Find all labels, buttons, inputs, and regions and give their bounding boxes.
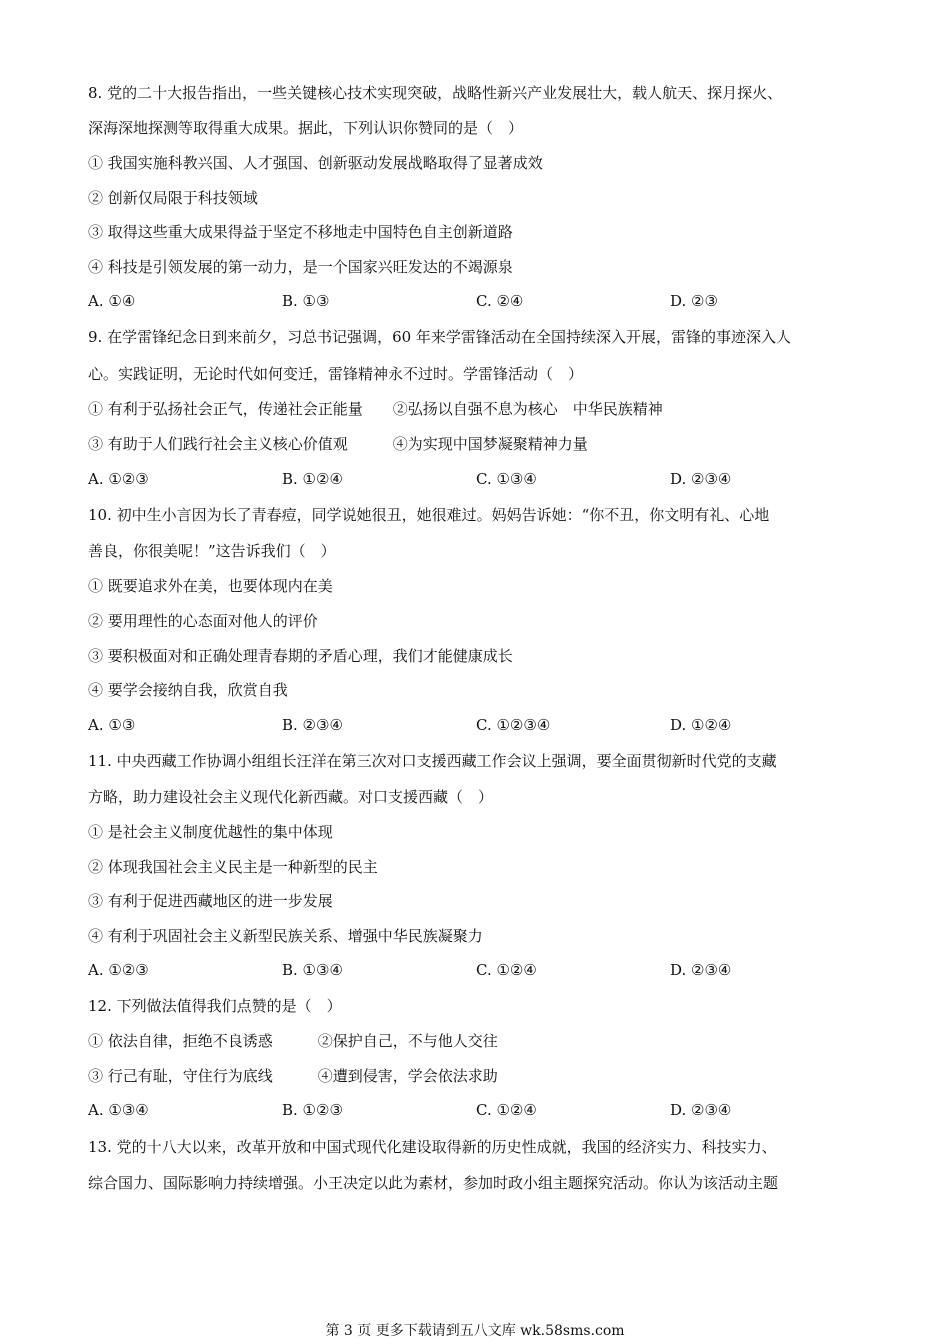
q11-statement-1: ① 是社会主义制度优越性的集中体现 xyxy=(88,823,333,841)
q8-stem-line-2: 深海深地探测等取得重大成果。据此，下列认识你赞同的是（ ） xyxy=(88,119,524,137)
q12-option-a: A. ①③④ xyxy=(88,1101,149,1119)
q9-option-a: A. ①②③ xyxy=(88,470,149,488)
q12-options xyxy=(88,1100,888,1120)
q11-statement-2: ② 体现我国社会主义民主是一种新型的民主 xyxy=(88,858,378,876)
q8-option-b: B. ①③ xyxy=(282,292,330,310)
q11-stem-line-2: 方略，助力建设社会主义现代化新西藏。对口支援西藏（ ） xyxy=(88,788,494,806)
q9-option-d: D. ②③④ xyxy=(670,470,732,488)
q12-option-c: C. ①②④ xyxy=(476,1101,537,1119)
q10-option-d: D. ①②④ xyxy=(670,716,732,734)
q11-stem-line-1: 11. 中央西藏工作协调小组组长汪洋在第三次对口支援西藏工作会议上强调，要全面贯彻新时代党的支藏 xyxy=(88,752,777,770)
q11-option-d: D. ②③④ xyxy=(670,961,732,979)
q12-option-d: D. ②③④ xyxy=(670,1101,732,1119)
q13-stem-line-1: 13. 党的十八大以来，改革开放和中国式现代化建设取得新的历史性成就，我国的经济实力、科技实力、 xyxy=(88,1138,777,1156)
q10-option-b: B. ②③④ xyxy=(282,716,343,734)
page-footer: 第 3 页 更多下载请到五八文库 wk.58sms.com xyxy=(325,1323,625,1339)
q10-options xyxy=(88,715,888,735)
q10-stem-line-2: 善良，你很美呢！”这告诉我们（ ） xyxy=(88,542,336,560)
q13-stem-line-2: 综合国力、国际影响力持续增强。小王决定以此为素材，参加时政小组主题探究活动。你认为该活动主题 xyxy=(88,1174,779,1192)
q11-option-b: B. ①③④ xyxy=(282,961,343,979)
q9-stem-line-2: 心。实践证明，无论时代如何变迁，雷锋精神永不过时。学雷锋活动（ ） xyxy=(88,365,584,383)
q11-statement-3: ③ 有利于促进西藏地区的进一步发展 xyxy=(88,892,333,910)
q10-statement-3: ③ 要积极面对和正确处理青春期的矛盾心理，我们才能健康成长 xyxy=(88,647,513,665)
q10-stem-line-1: 10. 初中生小言因为长了青春痘，同学说她很丑，她很难过。妈妈告诉她：“你不丑，你文明有礼、心地 xyxy=(88,506,770,524)
q9-option-b: B. ①②④ xyxy=(282,470,343,488)
q10-option-c: C. ①②③④ xyxy=(476,716,551,734)
q12-option-b: B. ①②③ xyxy=(282,1101,343,1119)
q9-statement-1-2: ① 有利于弘扬社会正气，传递社会正能量 ②弘扬以自强不息为核心 中华民族精神 xyxy=(88,400,663,418)
q8-stem-line-1: 8. 党的二十大报告指出，一些关键核心技术实现突破，战略性新兴产业发展壮大，载人航天、探月探火、 xyxy=(88,84,783,102)
q11-option-a: A. ①②③ xyxy=(88,961,149,979)
q8-statement-4: ④ 科技是引领发展的第一动力，是一个国家兴旺发达的不竭源泉 xyxy=(88,258,513,276)
q8-option-c: C. ②④ xyxy=(476,292,524,310)
q11-options xyxy=(88,960,888,980)
q9-options xyxy=(88,469,888,489)
q9-stem-line-1: 9. 在学雷锋纪念日到来前夕，习总书记强调，60 年来学雷锋活动在全国持续深入开展，雷锋的事迹深入人 xyxy=(88,328,791,346)
q8-statement-2: ② 创新仅局限于科技领域 xyxy=(88,189,258,207)
q12-statement-3-4: ③ 行己有耻，守住行为底线 ④遭到侵害，学会依法求助 xyxy=(88,1067,498,1085)
q10-statement-2: ② 要用理性的心态面对他人的评价 xyxy=(88,612,318,630)
q12-stem-line-1: 12. 下列做法值得我们点赞的是（ ） xyxy=(88,997,342,1015)
q9-statement-3-4: ③ 有助于人们践行社会主义核心价值观 ④为实现中国梦凝聚精神力量 xyxy=(88,435,588,453)
q8-option-d: D. ②③ xyxy=(670,292,718,310)
q8-option-a: A. ①④ xyxy=(88,292,136,310)
q10-option-a: A. ①③ xyxy=(88,716,136,734)
q8-statement-1: ① 我国实施科教兴国、人才强国、创新驱动发展战略取得了显著成效 xyxy=(88,154,543,172)
q11-option-c: C. ①②④ xyxy=(476,961,537,979)
q10-statement-4: ④ 要学会接纳自我，欣赏自我 xyxy=(88,681,288,699)
q8-statement-3: ③ 取得这些重大成果得益于坚定不移地走中国特色自主创新道路 xyxy=(88,223,513,241)
q11-statement-4: ④ 有利于巩固社会主义新型民族关系、增强中华民族凝聚力 xyxy=(88,927,483,945)
q9-option-c: C. ①③④ xyxy=(476,470,537,488)
q8-options xyxy=(88,291,888,311)
q10-statement-1: ① 既要追求外在美，也要体现内在美 xyxy=(88,577,333,595)
q12-statement-1-2: ① 依法自律，拒绝不良诱惑 ②保护自己，不与他人交往 xyxy=(88,1032,498,1050)
